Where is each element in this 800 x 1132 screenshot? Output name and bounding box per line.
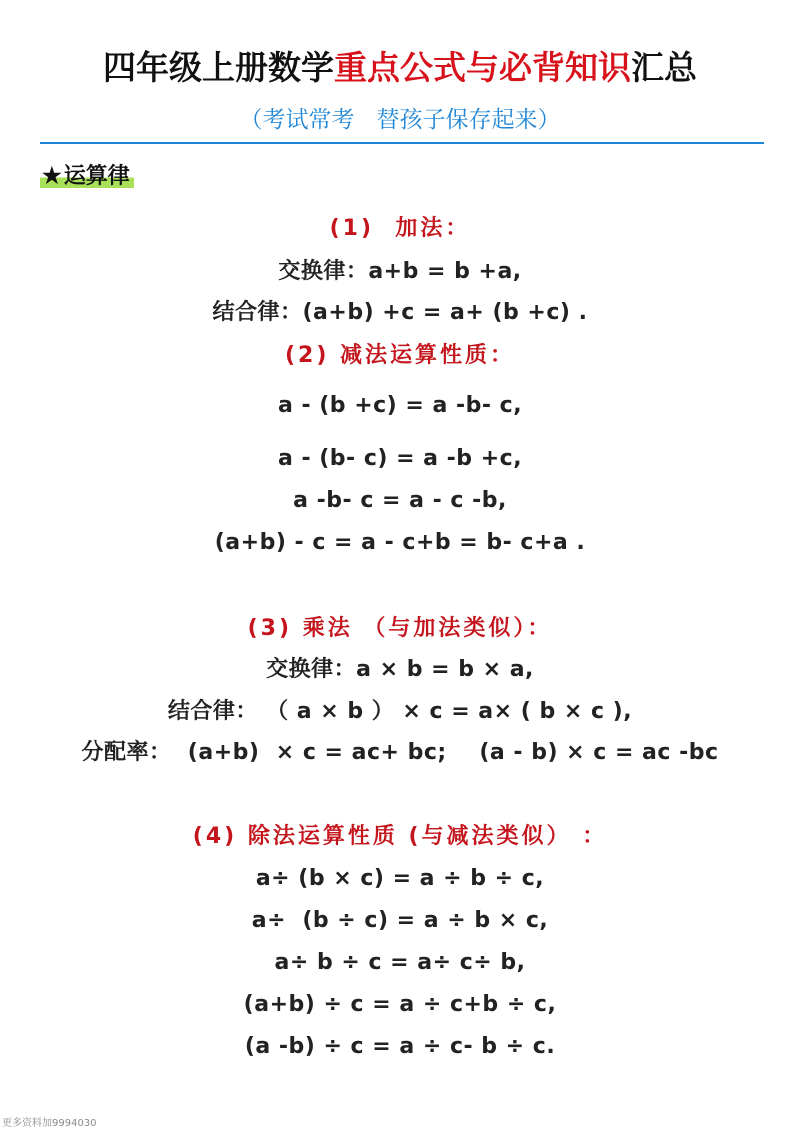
formula-subtraction-2: a - (b- c) = a -b +c,	[277, 446, 523, 471]
section-heading	[40, 160, 134, 192]
star-icon: ★	[42, 163, 62, 189]
formula-multiplication-associative: 结合律： （ a × b ） × c = a× ( b × c ),	[167, 699, 633, 724]
page-title	[0, 46, 800, 90]
formula-addition-associative: 结合律：(a+b) +c = a+ (b +c) .	[212, 300, 588, 325]
heading-addition: (1) 加法：	[329, 216, 471, 241]
section-heading-label: 运算律	[63, 163, 130, 189]
footer-note: 更多资料加9994030	[2, 1118, 97, 1129]
formula-division-5: (a -b) ÷ c = a ÷ c- b ÷ c.	[244, 1034, 556, 1059]
formula-multiplication-distributive: 分配率： (a+b) × c = ac+ bc; (a - b) × c = ac -bc	[81, 740, 719, 765]
formula-division-2: a÷ (b ÷ c) = a ÷ b × c,	[251, 908, 549, 933]
formula-multiplication-commutative: 交换律：a × b = b × a,	[266, 657, 534, 682]
title-part-grade: 四年级上册数学	[103, 48, 334, 87]
title-part-summary: 汇总	[631, 48, 697, 87]
subtitle-part-b: 替孩子保存起来	[376, 107, 538, 133]
title-part-highlight: 重点公式与必背知识	[334, 48, 631, 87]
formula-division-4: (a+b) ÷ c = a ÷ c+b ÷ c,	[243, 992, 557, 1017]
title-divider	[40, 142, 764, 144]
subtitle-part-a: 考试常考	[262, 107, 355, 133]
formula-addition-commutative: 交换律：a+b = b +a,	[278, 259, 522, 284]
formula-division-3: a÷ b ÷ c = a÷ c÷ b,	[274, 950, 526, 975]
subtitle	[0, 104, 800, 136]
formula-subtraction-3: a -b- c = a - c -b,	[293, 488, 507, 513]
heading-multiplication: (3) 乘法 （与加法类似）：	[247, 616, 553, 641]
heading-division: (4) 除法运算性质 (与减法类似） ：	[192, 824, 608, 849]
formula-division-1: a÷ (b × c) = a ÷ b ÷ c,	[255, 866, 545, 891]
subtitle-open-paren: （	[239, 107, 263, 133]
formula-subtraction-4: (a+b) - c = a - c+b = b- c+a .	[214, 530, 586, 555]
formula-subtraction-1: a - (b +c) = a -b- c,	[277, 393, 523, 418]
heading-subtraction: (2) 减法运算性质：	[284, 343, 516, 368]
subtitle-close-paren: ）	[537, 107, 561, 133]
